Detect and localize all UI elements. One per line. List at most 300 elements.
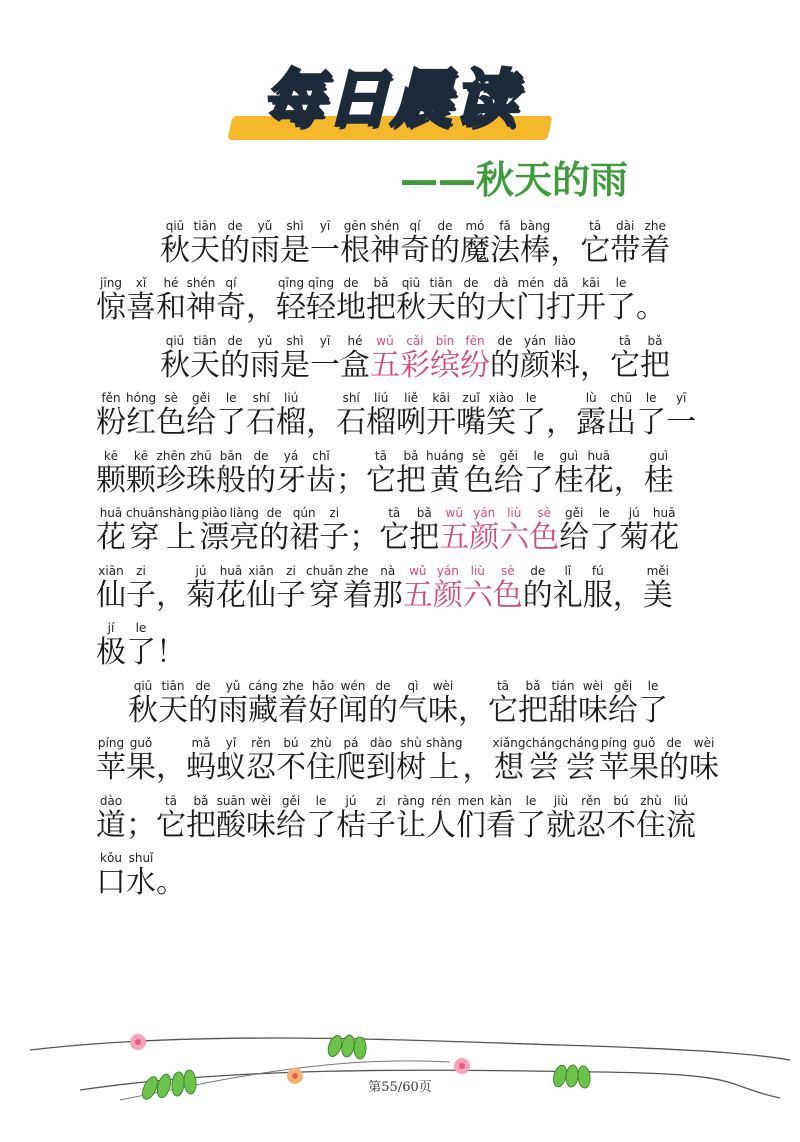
character: 是shì xyxy=(280,333,310,383)
highlighted-character: 颜yán xyxy=(469,506,500,555)
character: 的de xyxy=(220,333,250,383)
character: 服fú xyxy=(582,563,613,613)
pinyin: cǎi xyxy=(400,333,430,348)
character: 把bǎ xyxy=(396,448,426,498)
pinyin: qí xyxy=(400,218,430,233)
pinyin: bǎ xyxy=(396,448,426,463)
pinyin: shén xyxy=(370,218,400,233)
pinyin: ràng xyxy=(396,793,426,808)
pinyin: tiān xyxy=(190,333,220,348)
character: 红hóng xyxy=(126,391,157,440)
pinyin: bǎ xyxy=(186,793,216,808)
pinyin: qiū xyxy=(396,276,426,290)
character: 桂guì xyxy=(643,448,674,498)
pinyin: guǒ xyxy=(126,736,156,750)
character: 亮liàng xyxy=(229,506,260,555)
punctuation: ， xyxy=(580,347,610,383)
pinyin: huā xyxy=(96,506,126,520)
character: 流liú xyxy=(666,793,696,843)
character: 不bú xyxy=(606,793,636,843)
character: 它tā xyxy=(379,506,410,555)
character: 住zhù xyxy=(306,736,336,785)
character: 轻qīng xyxy=(306,276,336,325)
highlighted-character: 六liù xyxy=(499,506,530,555)
character: 了le xyxy=(606,276,636,325)
pinyin: xiǎng xyxy=(492,736,526,750)
pinyin: liù xyxy=(462,563,493,578)
pinyin: le xyxy=(516,793,546,808)
character: 看kàn xyxy=(486,793,516,843)
character: 子zi xyxy=(126,563,156,613)
pinyin: zhēn xyxy=(156,448,186,463)
highlighted-character: 缤bīn xyxy=(430,333,460,383)
character: 牙yá xyxy=(276,448,306,498)
pinyin: guì xyxy=(643,448,674,463)
pinyin: shén xyxy=(186,276,216,290)
pinyin: tiān xyxy=(190,218,220,233)
character: 子zi xyxy=(366,793,396,843)
character: 口kǒu xyxy=(96,851,126,900)
character: 奇qí xyxy=(400,218,430,268)
pinyin: fú xyxy=(582,563,613,578)
text-line xyxy=(96,785,736,843)
pinyin: piào xyxy=(199,506,230,520)
pinyin: wǔ xyxy=(439,506,470,520)
character: 上shàng xyxy=(162,506,200,555)
pinyin: yán xyxy=(520,333,550,348)
pinyin: wèi xyxy=(428,678,458,693)
text-line xyxy=(96,268,736,326)
pinyin: kē xyxy=(96,448,126,463)
pinyin: huā xyxy=(649,506,680,520)
character: 给gěi xyxy=(559,506,590,555)
pinyin: qiū xyxy=(128,678,158,693)
pinyin: liú xyxy=(666,793,696,808)
character: 它tā xyxy=(580,218,611,268)
character: 树shù xyxy=(396,736,426,785)
punctuation: ； xyxy=(336,462,366,498)
text-line xyxy=(96,498,736,556)
pinyin: kāi xyxy=(576,276,606,290)
character: 的de xyxy=(659,736,690,785)
character: 秋qiū xyxy=(128,678,158,728)
character: 苹píng xyxy=(599,736,630,785)
punctuation: ， xyxy=(156,577,186,613)
pinyin: zi xyxy=(126,563,156,578)
pinyin: dào xyxy=(366,736,396,750)
pinyin: shì xyxy=(280,333,310,348)
character: 子zi xyxy=(276,563,306,613)
character: 味wèi xyxy=(689,736,720,785)
character: 穿chuān xyxy=(306,563,343,613)
character: 忍rěn xyxy=(576,793,606,843)
character: 了le xyxy=(638,678,668,728)
character: 了le xyxy=(216,391,247,440)
pinyin: cháng xyxy=(525,736,563,750)
pinyin: suān xyxy=(216,793,246,808)
character: 菊jú xyxy=(186,563,216,613)
daily-reading-banner xyxy=(220,60,560,146)
pinyin: hé xyxy=(340,333,370,348)
pinyin: yán xyxy=(432,563,463,578)
pinyin: xiào xyxy=(486,391,517,405)
pinyin: tiān xyxy=(426,276,456,290)
pinyin: zhù xyxy=(306,736,336,750)
punctuation: ， xyxy=(458,692,488,728)
character: 黄huáng xyxy=(426,448,464,498)
character: 藏cáng xyxy=(248,678,278,728)
pinyin: zhe xyxy=(278,678,308,693)
pinyin: zhū xyxy=(186,448,216,463)
character: 料liào xyxy=(550,333,580,383)
pinyin: gěi xyxy=(186,391,217,405)
character: 闻wén xyxy=(338,678,368,728)
pinyin: guǒ xyxy=(629,736,659,750)
character: 它tā xyxy=(488,678,518,728)
pinyin: píng xyxy=(599,736,630,750)
punctuation: ； xyxy=(126,807,156,843)
pinyin: de xyxy=(220,333,250,348)
pinyin: wèi xyxy=(689,736,720,750)
highlighted-character: 色sè xyxy=(529,506,560,555)
character: 神shén xyxy=(370,218,400,268)
pinyin: cháng xyxy=(562,736,600,750)
character: 爬pá xyxy=(336,736,366,785)
highlighted-character: 五wǔ xyxy=(402,563,433,613)
page-number: 第55/60页 xyxy=(368,1080,432,1095)
character: 仙xiān xyxy=(246,563,276,613)
punctuation: 。 xyxy=(156,865,186,900)
character: 颜yán xyxy=(520,333,550,383)
highlighted-character: 色sè xyxy=(492,563,523,613)
character: 嘴zuǐ xyxy=(456,391,487,440)
pinyin: píng xyxy=(96,736,126,750)
text-line xyxy=(96,670,736,728)
pinyin: gěi xyxy=(608,678,638,693)
pinyin: zi xyxy=(366,793,396,808)
pinyin: liào xyxy=(550,333,580,348)
character: 是shì xyxy=(280,218,310,268)
character: 着zhe xyxy=(640,218,671,268)
pinyin: chuān xyxy=(306,563,343,578)
character: 了le xyxy=(126,621,156,670)
character: 齿chǐ xyxy=(306,448,336,498)
character: 粉fěn xyxy=(96,391,126,440)
pinyin: jú xyxy=(336,793,366,808)
character: 们men xyxy=(456,793,486,843)
pinyin: shàng xyxy=(162,506,200,520)
pinyin: yǐ xyxy=(216,736,246,750)
pinyin: wèi xyxy=(246,793,276,808)
character: 的de xyxy=(456,276,486,325)
character: 水shuǐ xyxy=(126,851,156,900)
character: 的de xyxy=(188,678,218,728)
character: 给gěi xyxy=(608,678,638,728)
highlighted-character: 六liù xyxy=(462,563,493,613)
pinyin: xǐ xyxy=(126,276,156,290)
character: 仙xiān xyxy=(96,563,126,613)
pinyin: bú xyxy=(606,793,636,808)
character: 把bǎ xyxy=(366,276,396,325)
character: 花huā xyxy=(583,448,614,498)
pinyin: zi xyxy=(276,563,306,578)
character: 把bǎ xyxy=(186,793,216,843)
character: 色sè xyxy=(156,391,187,440)
pinyin: dào xyxy=(96,793,126,808)
pinyin: chū xyxy=(606,391,637,405)
pinyin: le xyxy=(638,678,668,693)
text-line xyxy=(96,613,736,671)
pinyin: bīn xyxy=(430,333,460,348)
punctuation: ， xyxy=(246,290,276,325)
character: 了le xyxy=(636,391,667,440)
pinyin: le xyxy=(523,448,554,463)
character: 的de xyxy=(368,678,398,728)
pinyin: wén xyxy=(338,678,368,693)
highlighted-character: 五wǔ xyxy=(439,506,470,555)
pinyin: gěi xyxy=(493,448,524,463)
pinyin: hóng xyxy=(126,391,157,405)
pinyin: mén xyxy=(516,276,546,290)
character: 桂guì xyxy=(553,448,584,498)
character: 奇qí xyxy=(216,276,246,325)
pinyin: yǔ xyxy=(250,218,280,233)
character: 花huā xyxy=(649,506,680,555)
pinyin: de xyxy=(430,218,460,233)
character: 就jiù xyxy=(546,793,576,843)
character: 子zi xyxy=(319,506,350,555)
pinyin: kāi xyxy=(426,391,457,405)
character: 开kāi xyxy=(576,276,606,325)
pinyin: qīng xyxy=(276,276,306,290)
character: 的de xyxy=(522,563,553,613)
text-line xyxy=(96,210,736,268)
character: 雨yǔ xyxy=(250,218,280,268)
text-line xyxy=(96,383,736,441)
character: 它tā xyxy=(156,793,186,843)
highlighted-character: 纷fēn xyxy=(460,333,490,383)
pinyin: yán xyxy=(469,506,500,520)
pinyin: bǎ xyxy=(518,678,548,693)
character: 蚂mǎ xyxy=(186,736,216,785)
character: 一yī xyxy=(310,333,340,383)
character: 天tiān xyxy=(158,678,188,728)
pinyin: de xyxy=(259,506,290,520)
pinyin: pá xyxy=(336,736,366,750)
pinyin: chuān xyxy=(126,506,163,520)
pinyin: hǎo xyxy=(308,678,338,693)
character: 魔mó xyxy=(460,218,490,268)
character: 礼lǐ xyxy=(552,563,583,613)
pinyin: zhù xyxy=(636,793,666,808)
character: 的de xyxy=(430,218,460,268)
pinyin: rěn xyxy=(246,736,276,750)
pinyin: kē xyxy=(126,448,156,463)
text-line xyxy=(96,440,736,498)
character: 一yī xyxy=(666,391,697,440)
pinyin: qiū xyxy=(160,218,190,233)
punctuation: ， xyxy=(613,462,644,498)
character: 菊jú xyxy=(619,506,650,555)
pinyin: bàng xyxy=(520,218,551,233)
pinyin: de xyxy=(490,333,520,348)
pinyin: de xyxy=(368,678,398,693)
character: 石shí xyxy=(336,391,367,440)
pinyin: jiù xyxy=(546,793,576,808)
pinyin: de xyxy=(659,736,690,750)
character: 神shén xyxy=(186,276,216,325)
character: 酸suān xyxy=(216,793,246,843)
character: 法fǎ xyxy=(490,218,520,268)
character: 地de xyxy=(336,276,366,325)
character: 花huā xyxy=(96,506,126,555)
pinyin: shí xyxy=(246,391,277,405)
punctuation: ， xyxy=(612,577,643,613)
highlighted-character: 五wǔ xyxy=(370,333,400,383)
pinyin: de xyxy=(188,678,218,693)
pinyin: jú xyxy=(186,563,216,578)
pinyin: gěi xyxy=(559,506,590,520)
character: 门mén xyxy=(516,276,546,325)
highlighted-character: 颜yán xyxy=(432,563,463,613)
character: 的de xyxy=(259,506,290,555)
pinyin: xiān xyxy=(246,563,276,578)
character: 把bǎ xyxy=(409,506,440,555)
text-line xyxy=(96,728,736,786)
pinyin: le xyxy=(589,506,620,520)
pinyin: de xyxy=(246,448,276,463)
text-line xyxy=(96,325,736,383)
character: 苹píng xyxy=(96,736,126,785)
punctuation: ， xyxy=(546,405,577,440)
character: 果guǒ xyxy=(126,736,156,785)
character: 蚁yǐ xyxy=(216,736,246,785)
banner-title: 每日晨读 xyxy=(261,62,518,135)
punctuation: ， xyxy=(550,232,581,268)
character: 甜tián xyxy=(548,678,578,728)
character: 喜xǐ xyxy=(126,276,156,325)
pinyin: tā xyxy=(366,448,396,463)
pinyin: huā xyxy=(216,563,246,578)
character: 的de xyxy=(246,448,276,498)
character: 尝cháng xyxy=(525,736,563,785)
pinyin: zuǐ xyxy=(456,391,487,405)
character: 颗kē xyxy=(96,448,126,498)
pinyin: huáng xyxy=(426,448,464,463)
character: 棒bàng xyxy=(520,218,551,268)
character: 给gěi xyxy=(493,448,524,498)
pinyin: yī xyxy=(666,391,697,405)
pinyin: yá xyxy=(276,448,306,463)
character: 穿chuān xyxy=(126,506,163,555)
pinyin: chǐ xyxy=(306,448,336,463)
character: 盒hé xyxy=(340,333,370,383)
pinyin: le xyxy=(216,391,247,405)
pinyin: bǎ xyxy=(409,506,440,520)
character: 了le xyxy=(523,448,554,498)
pinyin: cáng xyxy=(248,678,278,693)
character: 轻qīng xyxy=(276,276,306,325)
character: 味wèi xyxy=(578,678,608,728)
pinyin: sè xyxy=(156,391,187,405)
pinyin: guì xyxy=(553,448,584,463)
pinyin: qīng xyxy=(306,276,336,290)
pinyin: fǎ xyxy=(490,218,520,233)
character: 雨yǔ xyxy=(218,678,248,728)
poem-title: ——秋天的雨 xyxy=(400,158,629,202)
pinyin: kǒu xyxy=(96,851,126,865)
character: 天tiān xyxy=(190,218,220,268)
character: 好hǎo xyxy=(308,678,338,728)
pinyin: lù xyxy=(576,391,607,405)
pinyin: bú xyxy=(276,736,306,750)
character: 秋qiū xyxy=(160,218,190,268)
pinyin: mó xyxy=(460,218,490,233)
pinyin: yǔ xyxy=(250,333,280,348)
pinyin: shàng xyxy=(426,736,463,750)
text-line xyxy=(96,555,736,613)
character: 榴liú xyxy=(366,391,397,440)
pinyin: fēn xyxy=(460,333,490,348)
pinyin: qiū xyxy=(160,333,190,348)
character: 着zhe xyxy=(342,563,373,613)
pinyin: yī xyxy=(310,333,340,348)
pinyin: lǐ xyxy=(552,563,583,578)
character: 惊jīng xyxy=(96,276,126,325)
character: 把bǎ xyxy=(518,678,548,728)
character: 咧liě xyxy=(396,391,427,440)
character: 忍rěn xyxy=(246,736,276,785)
character: 人rén xyxy=(426,793,456,843)
pinyin: liú xyxy=(366,391,397,405)
character: 到dào xyxy=(366,736,396,785)
character: 珠zhū xyxy=(186,448,216,498)
pinyin: dǎ xyxy=(546,276,576,290)
character: 露lù xyxy=(576,391,607,440)
character: 它tā xyxy=(366,448,396,498)
character: 给gěi xyxy=(276,793,306,843)
pinyin: bǎ xyxy=(640,333,670,348)
pinyin: liù xyxy=(499,506,530,520)
character: 道dào xyxy=(96,793,126,843)
character: 大dà xyxy=(486,276,516,325)
pinyin: liàng xyxy=(229,506,260,520)
pinyin: fěn xyxy=(96,391,126,405)
pinyin: jú xyxy=(619,506,650,520)
character: 味wèi xyxy=(246,793,276,843)
character: 带dài xyxy=(610,218,641,268)
pinyin: tā xyxy=(488,678,518,693)
pinyin: dà xyxy=(486,276,516,290)
punctuation: 。 xyxy=(636,290,666,325)
character: 住zhù xyxy=(636,793,666,843)
character: 天tiān xyxy=(190,333,220,383)
character: 的de xyxy=(490,333,520,383)
pinyin: měi xyxy=(642,563,673,578)
character: 般bān xyxy=(216,448,246,498)
character: 那nà xyxy=(372,563,403,613)
pinyin: jīng xyxy=(96,276,126,290)
pinyin: le xyxy=(606,276,636,290)
pinyin: shù xyxy=(396,736,426,750)
pinyin: le xyxy=(306,793,336,808)
character: 尝cháng xyxy=(562,736,600,785)
pinyin: tā xyxy=(580,218,611,233)
pinyin: liě xyxy=(396,391,427,405)
pinyin: yǔ xyxy=(218,678,248,693)
character: 和hé xyxy=(156,276,186,325)
pinyin: qún xyxy=(289,506,320,520)
